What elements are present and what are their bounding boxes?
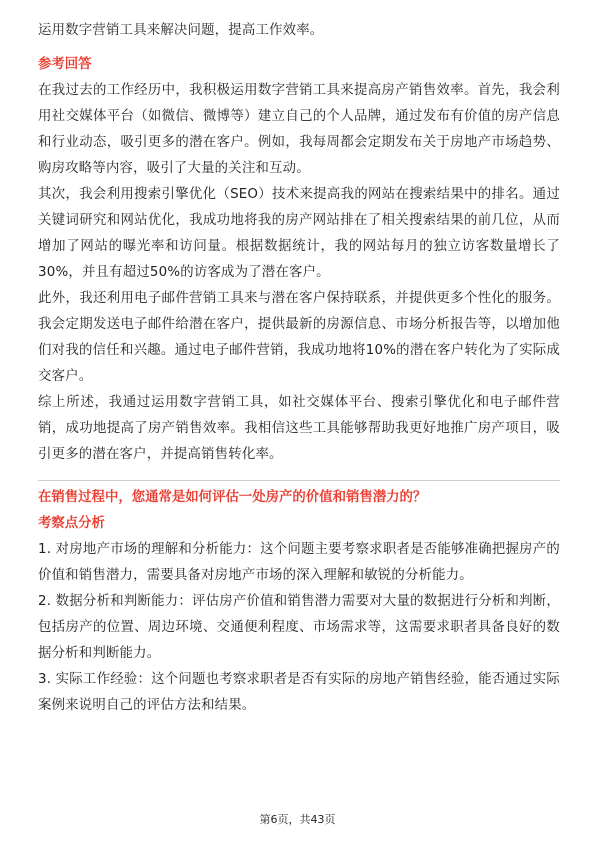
answer-paragraph: 其次，我会利用搜索引擎优化（SEO）技术来提高我的网站在搜索结果中的排名。通过关键词研究和网站优化，我成功地将我的房产网站排在了相关搜索结果的前几位，从而增加了网站的曝光率和访问量。根据数据统计，我的网站每月的独立访客数量增长了30%，并且有超过50%的访客成为了潜在客户。 (38, 187, 560, 280)
page-content (38, 18, 560, 719)
analysis-item: 2. 数据分析和判断能力：评估房产价值和销售潜力需要对大量的数据进行分析和判断，包括房产的位置、周边环境、交通便利程度、市场需求等，这需要求职者具备良好的数据分析和判断能力。 (38, 594, 560, 661)
section-divider (38, 480, 560, 481)
answer-paragraph: 在我过去的工作经历中，我积极运用数字营销工具来提高房产销售效率。首先，我会利用社交媒体平台（如微信、微博等）建立自己的个人品牌，通过发布有价值的房产信息和行业动态，吸引更多的潜在客户。例如，我每周都会定期发布关于房地产市场趋势、购房攻略等内容，吸引了大量的关注和互动。 (38, 83, 560, 176)
analysis-heading: 考察点分析 (38, 516, 105, 531)
intro-tail-text: 运用数字营销工具来解决问题，提高工作效率。 (38, 23, 324, 38)
page-number: 第6页，共43页 (259, 813, 336, 826)
analysis-item: 1. 对房地产市场的理解和分析能力：这个问题主要考察求职者是否能够准确把握房产的价值和销售潜力，需要具备对房地产市场的深入理解和敏锐的分析能力。 (38, 542, 560, 583)
answer-heading: 参考回答 (38, 57, 92, 72)
answer-paragraph: 此外，我还利用电子邮件营销工具来与潜在客户保持联系，并提供更多个性化的服务。我会定期发送电子邮件给潜在客户，提供最新的房源信息、市场分析报告等，以增加他们对我的信任和兴趣。通过电子邮件营销，我成功地将10%的潜在客户转化为了实际成交客户。 (38, 291, 560, 384)
analysis-list (38, 537, 560, 719)
analysis-item: 3. 实际工作经验：这个问题也考察求职者是否有实际的房地产销售经验，能否通过实际案例来说明自己的评估方法和结果。 (38, 672, 560, 713)
answer-paragraph: 综上所述，我通过运用数字营销工具，如社交媒体平台、搜索引擎优化和电子邮件营销，成功地提高了房产销售效率。我相信这些工具能够帮助我更好地推广房产项目，吸引更多的潜在客户，并提高销售转化率。 (38, 395, 560, 462)
question-title: 在销售过程中，您通常是如何评估一处房产的价值和销售潜力的？ (38, 490, 427, 505)
answer-body (38, 78, 560, 468)
